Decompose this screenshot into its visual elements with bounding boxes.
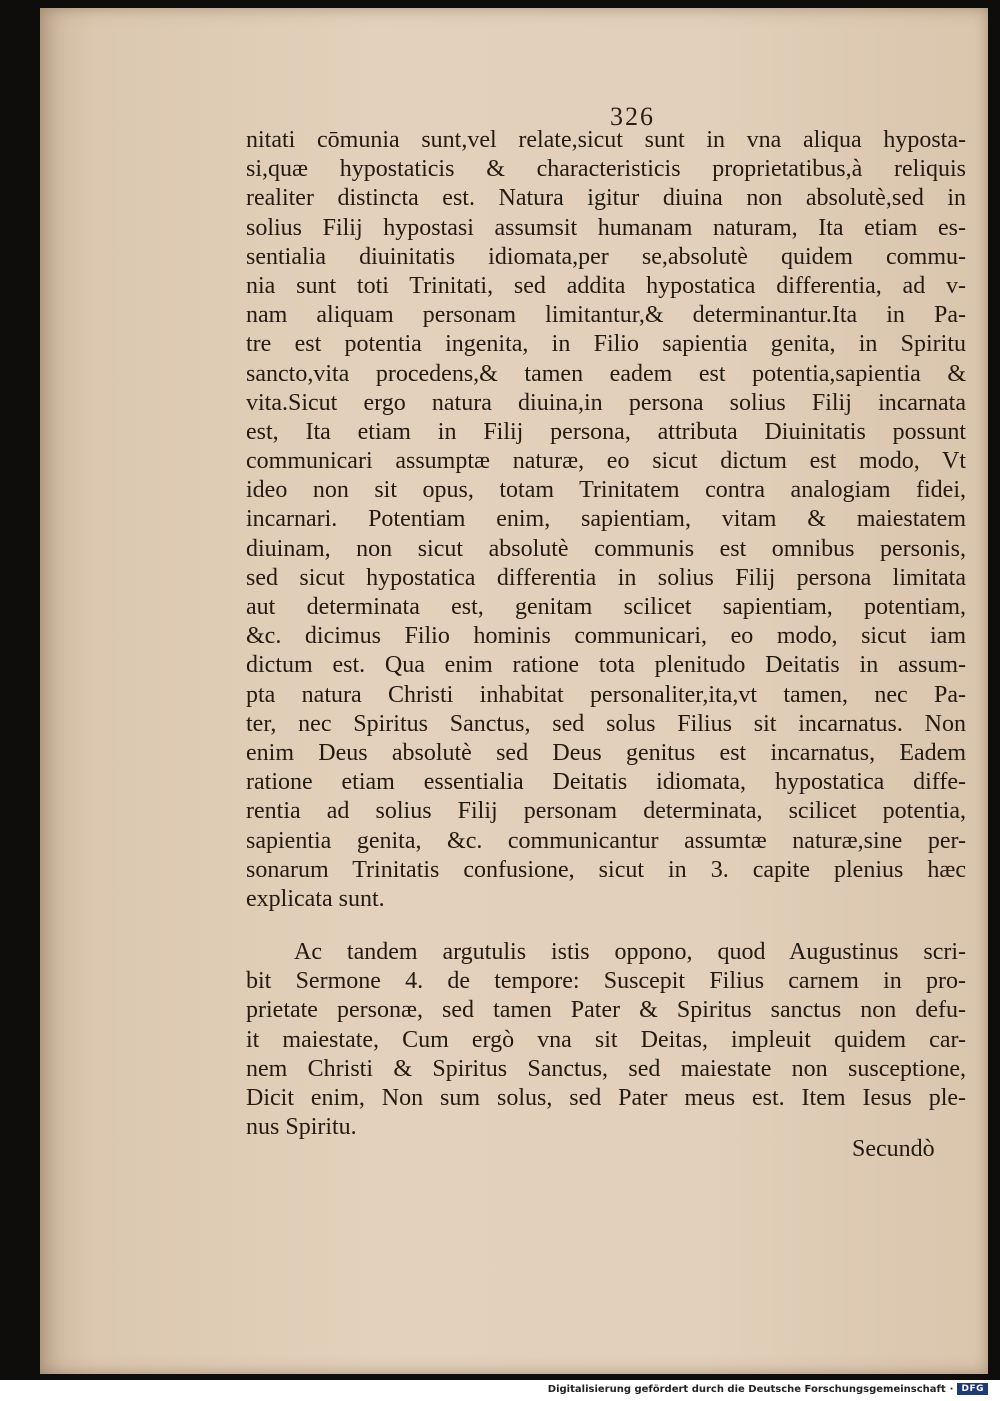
credit-text: Digitalisierung gefördert durch die Deutsche Forschungsgemeinschaft: [547, 1383, 946, 1395]
text-line: ter, nec Spiritus Sanctus, sed solus Filius sit incarnatus. Non: [246, 710, 966, 737]
text-line: nia sunt toti Trinitati, sed addita hypostatica differentia, ad v-: [246, 272, 966, 299]
text-line: dictum est. Qua enim ratione tota plenitudo Deitatis in assum-: [246, 652, 966, 679]
digitization-credit: [548, 1383, 988, 1395]
text-line: solius Filij hypostasi assumsit humanam naturam, Ita etiam es-: [246, 214, 966, 241]
text-line: aut determinata est, genitam scilicet sapientiam, potentiam,: [246, 594, 966, 620]
text-line: sancto,vita procedens,& tamen eadem est potentia,sapientia &: [246, 360, 966, 387]
text-line: sentialia diuinitatis idiomata,per se,absolutè quidem commu-: [246, 243, 966, 270]
text-line: sed sicut hypostatica differentia in solius Filij persona limitata: [246, 564, 966, 591]
dfg-logo: DFG: [957, 1383, 988, 1395]
text-line: sonarum Trinitatis confusione, sicut in 3. capite plenius hæc: [246, 856, 966, 883]
text-line: tre est potentia ingenita, in Filio sapientia genita, in Spiritu: [246, 331, 966, 358]
text-line: Dicit enim, Non sum solus, sed Pater meus est. Item Iesus ple-: [246, 1085, 966, 1111]
text-line: incarnari. Potentiam enim, sapientiam, vitam & maiestatem: [246, 506, 966, 533]
text-line: it maiestate, Cum ergò vna sit Deitas, impleuit quidem car-: [246, 1026, 966, 1053]
text-line: pta natura Christi inhabitat personaliter,ita,vt tamen, nec Pa-: [246, 681, 966, 708]
page-number: 326: [610, 102, 655, 131]
text-line: sapientia genita, &c. communicantur assumtæ naturæ,sine per-: [246, 827, 966, 854]
page-body-text: [246, 126, 966, 1142]
text-line: nus Spiritu.: [246, 1114, 357, 1141]
text-line: nam aliquam personam limitantur,& determinantur.Ita in Pa-: [246, 302, 966, 329]
text-line: diuinam, non sicut absolutè communis est omnibus personis,: [246, 535, 966, 562]
text-line: nem Christi & Spiritus Sanctus, sed maiestate non susceptione,: [246, 1055, 966, 1082]
text-line: Ac tandem argutulis istis oppono, quod Augustinus scri-: [294, 939, 966, 966]
catchword: Secundò: [852, 1136, 935, 1162]
text-line: enim Deus absolutè sed Deus genitus est incarnatus, Eadem: [246, 739, 966, 766]
text-line: bit Sermone 4. de tempore: Suscepit Filius carnem in pro-: [246, 968, 966, 995]
text-line: nitati cōmunia sunt,vel relate,sicut sunt in vna aliqua hyposta-: [246, 127, 966, 153]
text-line: vita.Sicut ergo natura diuina,in persona solius Filij incarnata: [246, 389, 966, 416]
paragraph-2: [246, 938, 966, 1142]
text-line: prietate personæ, sed tamen Pater & Spiritus sanctus non defu-: [246, 997, 966, 1024]
text-line: &c. dicimus Filio hominis communicari, eo modo, sicut iam: [246, 623, 966, 650]
text-line: est, Ita etiam in Filij persona, attributa Diuinitatis possunt: [246, 418, 966, 445]
text-line: explicata sunt.: [246, 885, 385, 912]
text-line: ratione etiam essentialia Deitatis idiomata, hypostatica diffe-: [246, 769, 966, 796]
text-line: communicari assumptæ naturæ, eo sicut dictum est modo, Vt: [246, 448, 966, 475]
text-line: rentia ad solius Filij personam determinata, scilicet potentia,: [246, 798, 966, 825]
paragraph-1: [246, 126, 966, 914]
credit-separator: ·: [949, 1383, 954, 1395]
text-line: realiter distincta est. Natura igitur diuina non absolutè,sed in: [246, 185, 966, 212]
text-line: si,quæ hypostaticis & characteristicis proprietatibus,à reliquis: [246, 156, 966, 183]
text-line: ideo non sit opus, totam Trinitatem contra analogiam fidei,: [246, 477, 966, 504]
